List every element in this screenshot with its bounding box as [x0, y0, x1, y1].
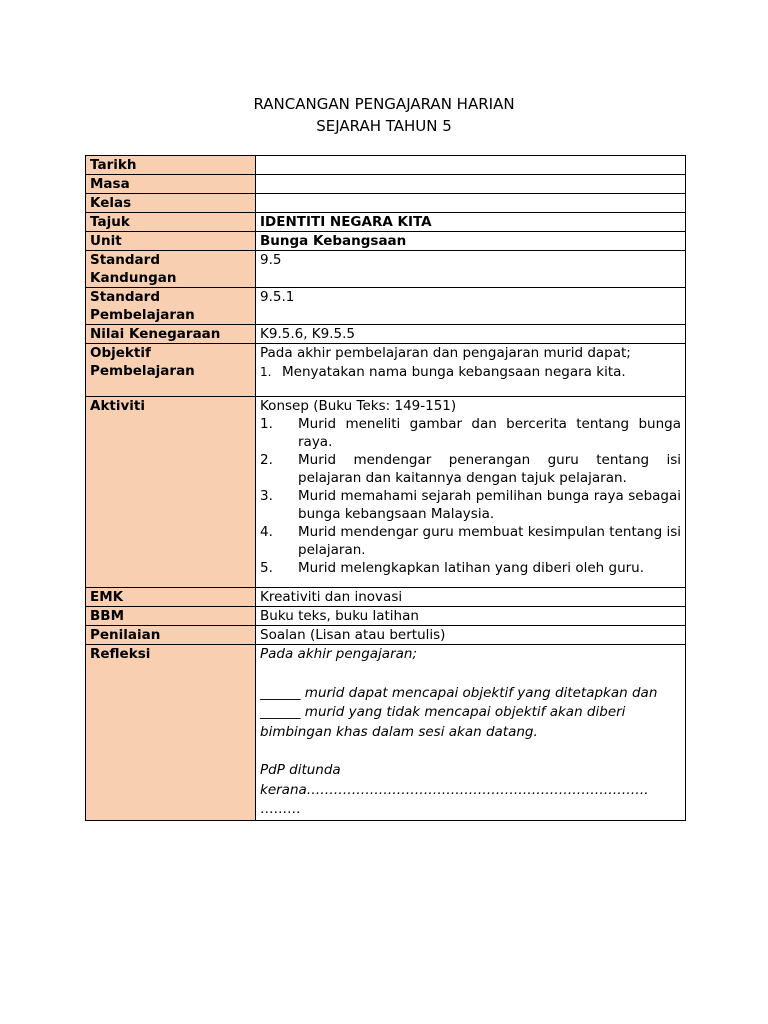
refleksi-line-6: kerana………………………………………………………………….	[260, 781, 649, 798]
aktiviti-intro: Konsep (Buku Teks: 149-151)	[260, 398, 457, 414]
value-objektif	[256, 344, 686, 397]
value-standard-kandungan: 9.5	[256, 251, 686, 288]
value-unit: Bunga Kebangsaan	[256, 232, 686, 251]
objektif-item	[260, 363, 681, 381]
row-emk	[86, 588, 686, 607]
objektif-intro: Pada akhir pembelajaran dan pengajaran murid dapat;	[260, 345, 631, 361]
label-refleksi: Refleksi	[86, 645, 256, 821]
label-nilai-kenegaraan: Nilai Kenegaraan	[86, 325, 256, 344]
refleksi-line-3: ______ murid yang tidak mencapai objektif akan diberi	[260, 704, 626, 720]
aktiviti-item-text: Murid mendengar penerangan guru tentang isi pelajaran dan kaitannya dengan tajuk pelajaran.	[298, 452, 681, 486]
list-item	[260, 451, 681, 487]
aktiviti-item-number: 2.	[260, 452, 273, 468]
objektif-item-number: 1.	[260, 365, 272, 379]
label-masa: Masa	[86, 175, 256, 194]
label-tarikh: Tarikh	[86, 156, 256, 175]
row-nilai-kenegaraan	[86, 325, 686, 344]
label-standard-pembelajaran-line1: Standard	[90, 289, 160, 305]
row-bbm	[86, 607, 686, 626]
aktiviti-item-text: Murid memahami sejarah pemilihan bunga raya sebagai bunga kebangsaan Malaysia.	[298, 488, 681, 522]
refleksi-line-1: Pada akhir pengajaran;	[260, 646, 418, 662]
refleksi-line-7: ………	[260, 801, 301, 817]
value-tajuk: IDENTITI NEGARA KITA	[256, 213, 686, 232]
value-masa	[256, 175, 686, 194]
row-standard-kandungan	[86, 251, 686, 288]
value-tarikh	[256, 156, 686, 175]
aktiviti-item-number: 1.	[260, 416, 273, 432]
row-kelas	[86, 194, 686, 213]
list-item	[260, 487, 681, 523]
value-kelas	[256, 194, 686, 213]
label-objektif	[86, 344, 256, 397]
value-nilai-kenegaraan: K9.5.6, K9.5.5	[256, 325, 686, 344]
row-penilaian	[86, 626, 686, 645]
aktiviti-list	[260, 415, 681, 577]
row-masa	[86, 175, 686, 194]
label-standard-pembelajaran	[86, 288, 256, 325]
label-standard-pembelajaran-line2: Pembelajaran	[90, 307, 195, 323]
lesson-plan-table	[85, 155, 686, 821]
row-tajuk	[86, 213, 686, 232]
list-item	[260, 523, 681, 559]
label-standard-kandungan	[86, 251, 256, 288]
row-unit	[86, 232, 686, 251]
value-emk: Kreativiti dan inovasi	[256, 588, 686, 607]
aktiviti-item-text: Murid melengkapkan latihan yang diberi oleh guru.	[298, 560, 645, 576]
aktiviti-item-text: Murid mendengar guru membuat kesimpulan tentang isi pelajaran.	[298, 524, 681, 558]
row-tarikh	[86, 156, 686, 175]
label-standard-kandungan-line1: Standard	[90, 252, 160, 268]
label-kelas: Kelas	[86, 194, 256, 213]
document-title	[0, 93, 768, 137]
label-objektif-line2: Pembelajaran	[90, 363, 195, 379]
label-tajuk: Tajuk	[86, 213, 256, 232]
row-refleksi	[86, 645, 686, 821]
label-standard-kandungan-line2: Kandungan	[90, 270, 177, 286]
row-aktiviti	[86, 397, 686, 588]
aktiviti-item-number: 5.	[260, 560, 273, 576]
title-line-2: SEJARAH TAHUN 5	[316, 117, 452, 135]
value-aktiviti	[256, 397, 686, 588]
label-penilaian: Penilaian	[86, 626, 256, 645]
refleksi-line-2: ______ murid dapat mencapai objektif yang ditetapkan dan	[260, 684, 658, 701]
refleksi-line-5: PdP ditunda	[260, 762, 341, 778]
value-standard-pembelajaran: 9.5.1	[256, 288, 686, 325]
value-refleksi	[256, 645, 686, 821]
title-line-1: RANCANGAN PENGAJARAN HARIAN	[253, 95, 515, 113]
refleksi-line-4: bimbingan khas dalam sesi akan datang.	[260, 723, 538, 740]
label-unit: Unit	[86, 232, 256, 251]
aktiviti-item-number: 3.	[260, 488, 273, 504]
label-aktiviti: Aktiviti	[86, 397, 256, 588]
value-bbm: Buku teks, buku latihan	[256, 607, 686, 626]
aktiviti-item-text: Murid meneliti gambar dan bercerita tentang bunga raya.	[298, 416, 681, 450]
aktiviti-item-number: 4.	[260, 524, 273, 540]
label-objektif-line1: Objektif	[90, 345, 151, 361]
value-penilaian: Soalan (Lisan atau bertulis)	[256, 626, 686, 645]
label-bbm: BBM	[86, 607, 256, 626]
row-objektif	[86, 344, 686, 397]
label-emk: EMK	[86, 588, 256, 607]
objektif-item-text: Menyatakan nama bunga kebangsaan negara kita.	[282, 364, 626, 380]
list-item	[260, 559, 681, 577]
row-standard-pembelajaran	[86, 288, 686, 325]
list-item	[260, 415, 681, 451]
